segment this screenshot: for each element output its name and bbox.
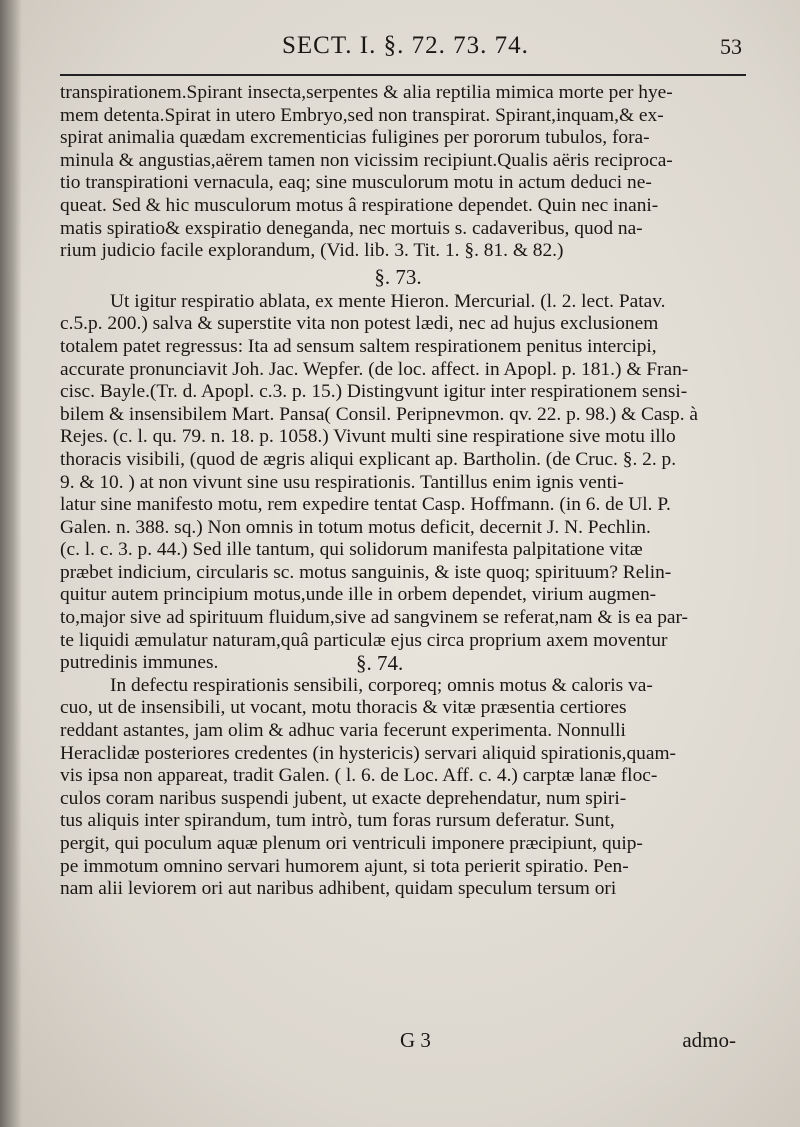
catchword: admo- (682, 1028, 736, 1052)
text-line: culos coram naribus suspendi jubent, ut exacte deprehendatur, num spiri- (60, 787, 627, 809)
text-line: cuo, ut de insensibili, ut vocant, motu thoracis & vitæ præsentia certiores (60, 697, 627, 719)
text-line: mem detenta.Spirat in utero Embryo,sed non transpirat. Spirant,inquam,& ex- (60, 104, 664, 126)
text-line: putredinis immunes. (60, 652, 219, 674)
text-line: In defectu respirationis sensibili, corporeq; omnis motus & caloris va- (110, 674, 653, 696)
text-line: latur sine manifesto motu, rem expedire tentat Casp. Hoffmann. (in 6. de Ul. P. (60, 494, 671, 516)
text-line: quitur autem principium motus,unde ille in orbem dependet, virium augmen- (60, 584, 657, 606)
text-line: te liquidi æmulatur naturam,quâ particulæ ejus circa proprium axem moventur (60, 629, 668, 651)
text-line: totalem patet regressus: Ita ad sensum saltem respirationem penitus intercipi, (60, 335, 657, 357)
text-line: tio transpirationi vernacula, eaq; sine musculorum motu in actum deduci ne- (60, 172, 652, 194)
header-rule (60, 74, 746, 76)
text-line: (c. l. c. 3. p. 44.) Sed ille tantum, qui solidorum manifesta palpitatione vitæ (60, 539, 643, 561)
section-mark-73: §. 73. (374, 264, 422, 289)
text-line: rium judicio facile explorandum, (Vid. lib. 3. Tit. 1. §. 81. & 82.) (60, 240, 564, 262)
page-number: 53 (720, 34, 742, 59)
text-line: pe immotum omnino servari humorem ajunt, si tota perierit spiratio. Pen- (60, 855, 629, 877)
text-line: Heraclidæ posteriores credentes (in hystericis) servari aliquid spirationis,quam- (60, 742, 677, 764)
signature-mark: G 3 (400, 1028, 431, 1052)
section-heading: SECT. I. §. 72. 73. 74. (282, 32, 529, 59)
text-line: vis ipsa non appareat, tradit Galen. ( l. 6. de Loc. Aff. c. 4.) carptæ lanæ floc- (60, 765, 658, 787)
text-block (60, 82, 736, 901)
text-line: thoracis visibili, (quod de ægris aliqui explicant ap. Bartholin. (de Cruc. §. 2. p. (60, 448, 677, 470)
text-line: reddant astantes, jam olim & adhuc varia fecerunt experimenta. Nonnulli (60, 720, 626, 742)
page-footer (60, 1028, 736, 1056)
text-line: nam alii leviorem ori aut naribus adhibent, quidam speculum tersum ori (60, 878, 617, 900)
text-line-with-section (60, 652, 736, 675)
text-line: Rejes. (c. l. qu. 79. n. 18. p. 1058.) Vivunt multi sine respiratione sive motu illo (60, 426, 676, 448)
text-line: spirat animalia quædam excrementicias fuligines per pororum tubulos, fora- (60, 127, 650, 149)
text-line: queat. Sed & hic musculorum motus â respiratione dependet. Quin nec inani- (60, 194, 659, 216)
text-line: præbet indicium, circularis sc. motus sanguinis, & iste quoq; spirituum? Relin- (60, 561, 672, 583)
section-mark-74: §. 74. (356, 651, 404, 676)
text-line: to,major sive ad spirituum fluidum,sive ad sangvinem se referat,nam & is ea par- (60, 607, 689, 629)
text-line: pergit, qui poculum aquæ plenum ori ventriculi imponere præcipiunt, quip- (60, 833, 643, 854)
text-line: c.5.p. 200.) salva & superstite vita non potest lædi, nec ad hujus exclusionem (60, 313, 659, 335)
running-head (60, 28, 750, 68)
text-line: bilem & insensibilem Mart. Pansa( Consil. Peripnevmon. qv. 22. p. 98.) & Casp. à (60, 403, 699, 425)
text-line: Galen. n. 388. sq.) Non omnis in totum motus deficit, decernit J. N. Pechlin. (60, 516, 651, 538)
text-line: matis spiratio& exspiratio deneganda, nec mortuis s. cadaveribus, quod na- (60, 217, 643, 239)
text-line: accurate pronunciavit Joh. Jac. Wepfer. (de loc. affect. in Apopl. p. 181.) & Fran- (60, 358, 689, 380)
text-line: 9. & 10. ) at non vivunt sine usu respirationis. Tantillus enim ignis venti- (60, 471, 624, 493)
text-line: minula & angustias,aërem tamen non vicissim recipiunt.Qualis aëris reciproca- (60, 149, 673, 171)
text-line: tus aliquis inter spirandum, tum intrò, tum foras rursum deferatur. Sunt, (60, 810, 615, 832)
page-gutter-shadow (0, 0, 22, 1127)
text-line: cisc. Bayle.(Tr. d. Apopl. c.3. p. 15.) Distingvunt igitur inter respirationem sensi- (60, 381, 688, 403)
text-line: transpirationem.Spirant insecta,serpentes & alia reptilia mimica morte per hye- (60, 82, 673, 103)
text-line: Ut igitur respiratio ablata, ex mente Hieron. Mercurial. (l. 2. lect. Patav. (110, 290, 666, 312)
